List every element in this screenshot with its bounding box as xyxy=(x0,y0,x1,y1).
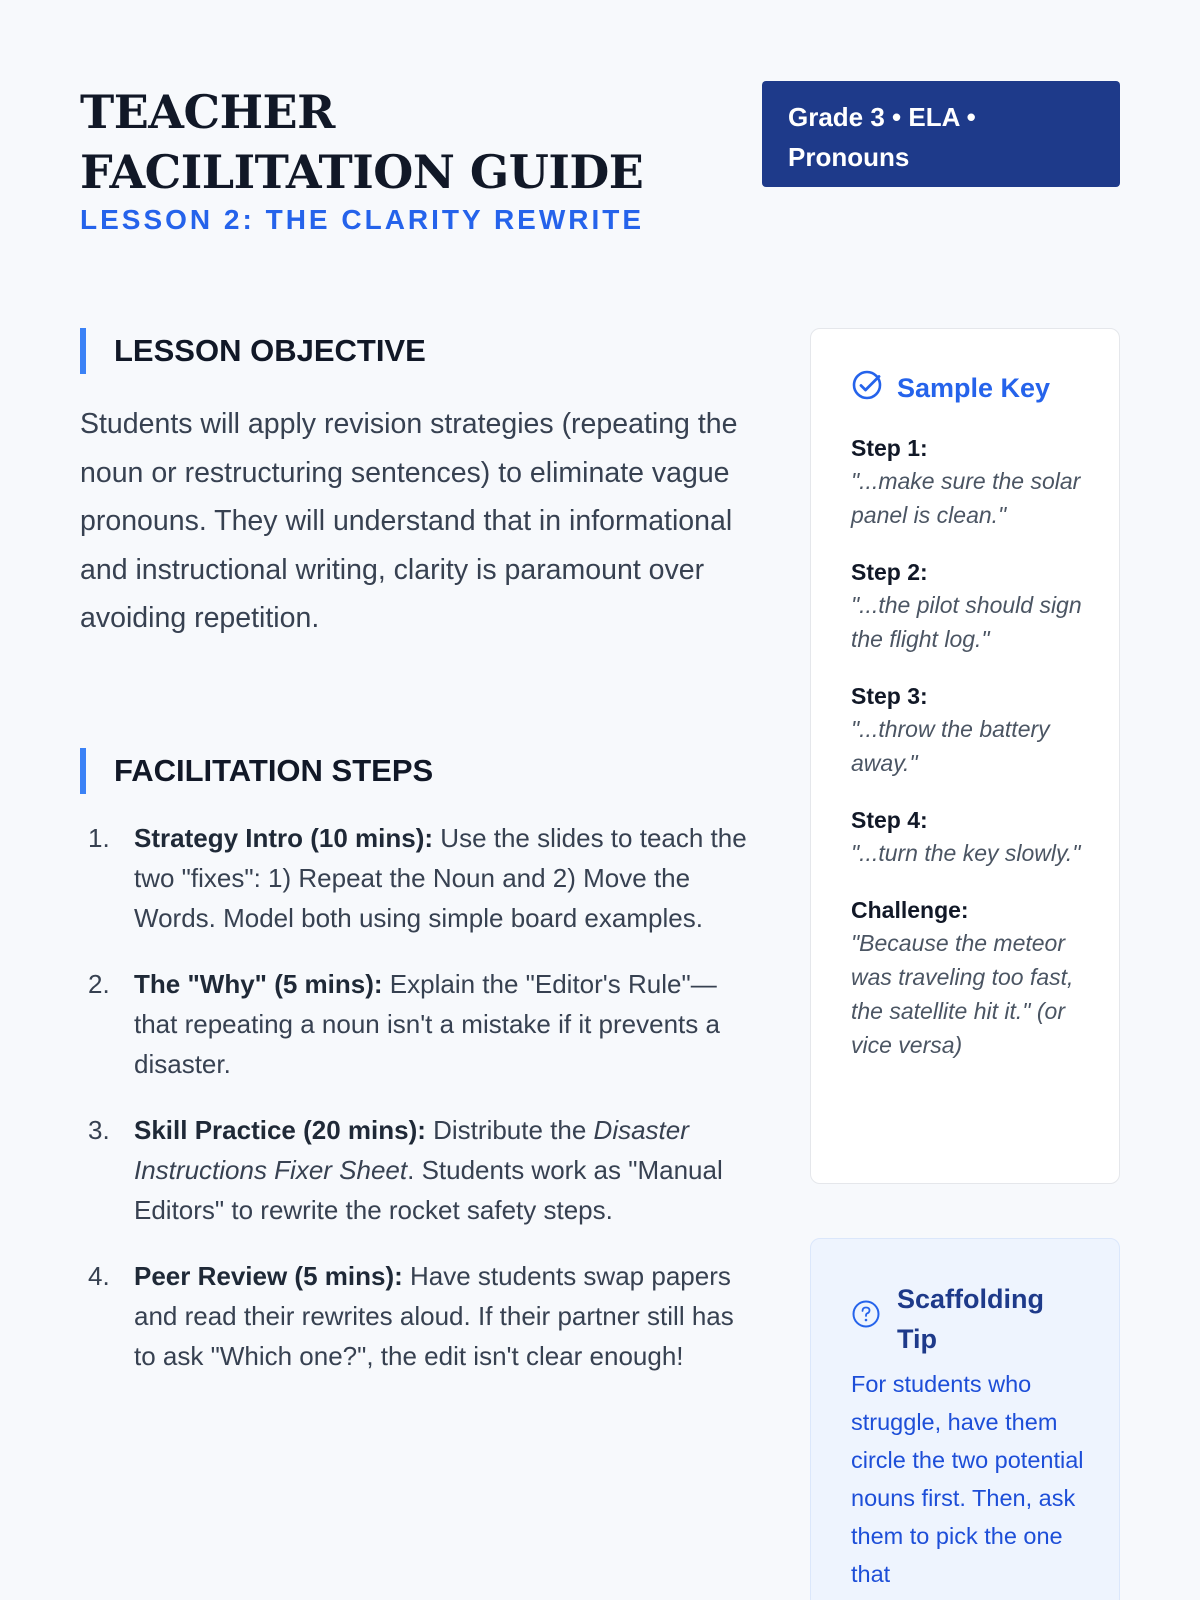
tip-title-label: Scaffolding Tip xyxy=(897,1284,1044,1354)
key-item xyxy=(851,680,1091,780)
tip-text: For students who struggle, have them circle the two potential nouns first. Then, ask them to pick the one that xyxy=(851,1371,1084,1587)
question-circle-icon xyxy=(851,1299,881,1340)
step-text: Explain the "Editor's Rule"—that repeating a noun isn't a mistake if it prevents a disaster. xyxy=(134,969,720,1079)
key-item xyxy=(851,804,1091,870)
key-item-answer: "...the pilot should sign the flight log." xyxy=(851,592,1082,652)
step-label: Skill Practice (20 mins): xyxy=(134,1115,426,1145)
key-item xyxy=(851,556,1091,656)
key-item xyxy=(851,432,1091,532)
step-number: 1. xyxy=(88,823,110,853)
step-label: The "Why" (5 mins): xyxy=(134,969,383,999)
list-item xyxy=(80,1110,760,1230)
step-number: 4. xyxy=(88,1261,110,1291)
page-title: TEACHER FACILITATION GUIDE xyxy=(80,85,644,199)
worksheet-title: Disaster Instructions Fixer Sheet xyxy=(134,1115,689,1185)
step-label: Strategy Intro (10 mins): xyxy=(134,823,434,853)
lesson-subtitle: LESSON 2: THE CLARITY REWRITE xyxy=(80,204,645,235)
sample-key-card xyxy=(810,328,1120,1184)
sample-key-title xyxy=(851,369,1091,408)
scaffolding-tip-card xyxy=(810,1238,1120,1600)
steps-heading: FACILITATION STEPS xyxy=(80,748,433,794)
step-text: . Students work as "Manual Editors" to rewrite the rocket safety steps. xyxy=(134,1155,723,1225)
list-item xyxy=(80,1256,760,1376)
scaffolding-tip-title xyxy=(851,1279,1095,1359)
key-item-label: Step 1: xyxy=(851,435,928,461)
step-text: Have students swap papers and read their rewrites aloud. If their partner still has to ask "Which one?", the edit isn't clear enough! xyxy=(134,1261,734,1371)
key-item-label: Challenge: xyxy=(851,897,969,923)
list-item xyxy=(80,818,760,938)
objective-heading: LESSON OBJECTIVE xyxy=(80,328,426,374)
check-circle-icon xyxy=(851,369,883,408)
list-item xyxy=(80,964,760,1084)
key-item-answer: "Because the meteor was traveling too fast, the satellite hit it." (or vice versa) xyxy=(851,930,1074,1058)
objective-text: Students will apply revision strategies (repeating the noun or restructuring sentences) to eliminate vague pronouns. They will understand that in informational and instructional writing, clarity is paramount over avoiding repetition. xyxy=(80,408,738,634)
card-title-label: Sample Key xyxy=(897,373,1051,403)
key-item-label: Step 4: xyxy=(851,807,928,833)
key-item-label: Step 2: xyxy=(851,559,928,585)
key-item-answer: "...turn the key slowly." xyxy=(851,840,1081,866)
step-label: Peer Review (5 mins): xyxy=(134,1261,403,1291)
grade-subject-badge: Grade 3 • ELA • Pronouns xyxy=(762,81,1120,187)
facilitation-steps-list xyxy=(80,818,760,1402)
key-item-answer: "...make sure the solar panel is clean." xyxy=(851,468,1081,528)
key-item xyxy=(851,894,1091,1062)
step-text: Use the slides to teach the two "fixes": 1) Repeat the Noun and 2) Move the Words. Model both using simple board examples. xyxy=(134,823,747,933)
key-item-label: Step 3: xyxy=(851,683,928,709)
step-number: 3. xyxy=(88,1115,110,1145)
key-item-answer: "...throw the battery away." xyxy=(851,716,1050,776)
step-text: Distribute the xyxy=(425,1115,594,1145)
step-number: 2. xyxy=(88,969,110,999)
